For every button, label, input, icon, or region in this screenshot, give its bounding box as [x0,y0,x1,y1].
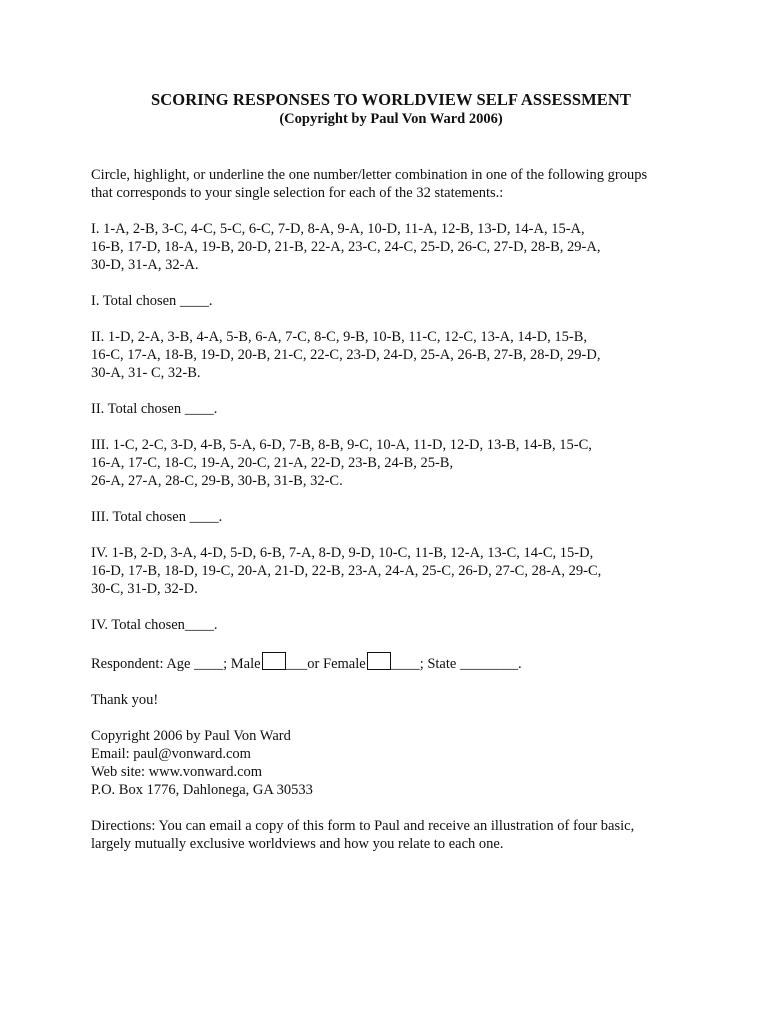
respondent-line [91,652,691,673]
contact-block [91,727,691,799]
respondent-female-label: ___or Female [285,656,366,672]
directions-paragraph: Directions: You can email a copy of this form to Paul and receive an illustration of four basic, largely mutually exclusive worldviews and how you relate to each one. [91,818,635,852]
male-checkbox[interactable] [262,652,286,670]
document-page [91,90,691,853]
group-2-total: II. Total chosen ____. [91,401,218,417]
document-title: SCORING RESPONSES TO WORLDVIEW SELF ASSESSMENT [150,90,632,109]
contact-copyright: Copyright 2006 by Paul Von Ward [91,728,291,744]
group-4-answers: IV. 1-B, 2-D, 3-A, 4-D, 5-D, 6-B, 7-A, 8-D, 9-D, 10-C, 11-B, 12-A, 13-C, 14-C, 15-D, 16-D, 17-B, 18-D, 19-C, 20-A, 21-D, 22-B, 23-A, 24-A, 25-C, 26-D, 27-C, 28-A, 29-C, 30-C, 31-D, 32-D. [91,545,602,597]
group-4-total: IV. Total chosen____. [91,617,218,633]
thank-you-text: Thank you! [91,692,159,708]
female-checkbox[interactable] [367,652,391,670]
contact-address: P.O. Box 1776, Dahlonega, GA 30533 [91,782,313,798]
document-subtitle: (Copyright by Paul Von Ward 2006) [279,111,503,127]
contact-email: Email: paul@vonward.com [91,746,251,762]
contact-website: Web site: www.vonward.com [91,764,263,780]
group-1-answers: I. 1-A, 2-B, 3-C, 4-C, 5-C, 6-C, 7-D, 8-A, 9-A, 10-D, 11-A, 12-B, 13-D, 14-A, 15-A, 16-B, 17-D, 18-A, 19-B, 20-D, 21-B, 22-A, 23-C, 24-C, 25-D, 26-C, 27-D, 28-B, 29-A, 30-D, 31-A, 32-A. [91,221,601,273]
respondent-state-label: ____; State ________. [390,656,522,672]
group-3-total: III. Total chosen ____. [91,509,223,525]
instructions-paragraph: Circle, highlight, or underline the one number/letter combination in one of the following groups that corresponds to your single selection for each of the 32 statements.: [91,167,648,201]
group-1-total: I. Total chosen ____. [91,293,213,309]
group-2-answers: II. 1-D, 2-A, 3-B, 4-A, 5-B, 6-A, 7-C, 8-C, 9-B, 10-B, 11-C, 12-C, 13-A, 14-D, 15-B, 16-C, 17-A, 18-B, 19-D, 20-B, 21-C, 22-C, 23-D, 24-D, 25-A, 26-B, 27-B, 28-D, 29-D, 30-A, 31- C, 32-B. [91,329,601,381]
group-3-answers: III. 1-C, 2-C, 3-D, 4-B, 5-A, 6-D, 7-B, 8-B, 9-C, 10-A, 11-D, 12-D, 13-B, 14-B, 15-C, 16-A, 17-C, 18-C, 19-A, 20-C, 21-A, 22-D, 23-B, 24-B, 25-B, 26-A, 27-A, 28-C, 29-B, 30-B, 31-B, 32-C. [91,437,592,489]
respondent-age-label: Respondent: Age ____; Male [91,656,261,672]
